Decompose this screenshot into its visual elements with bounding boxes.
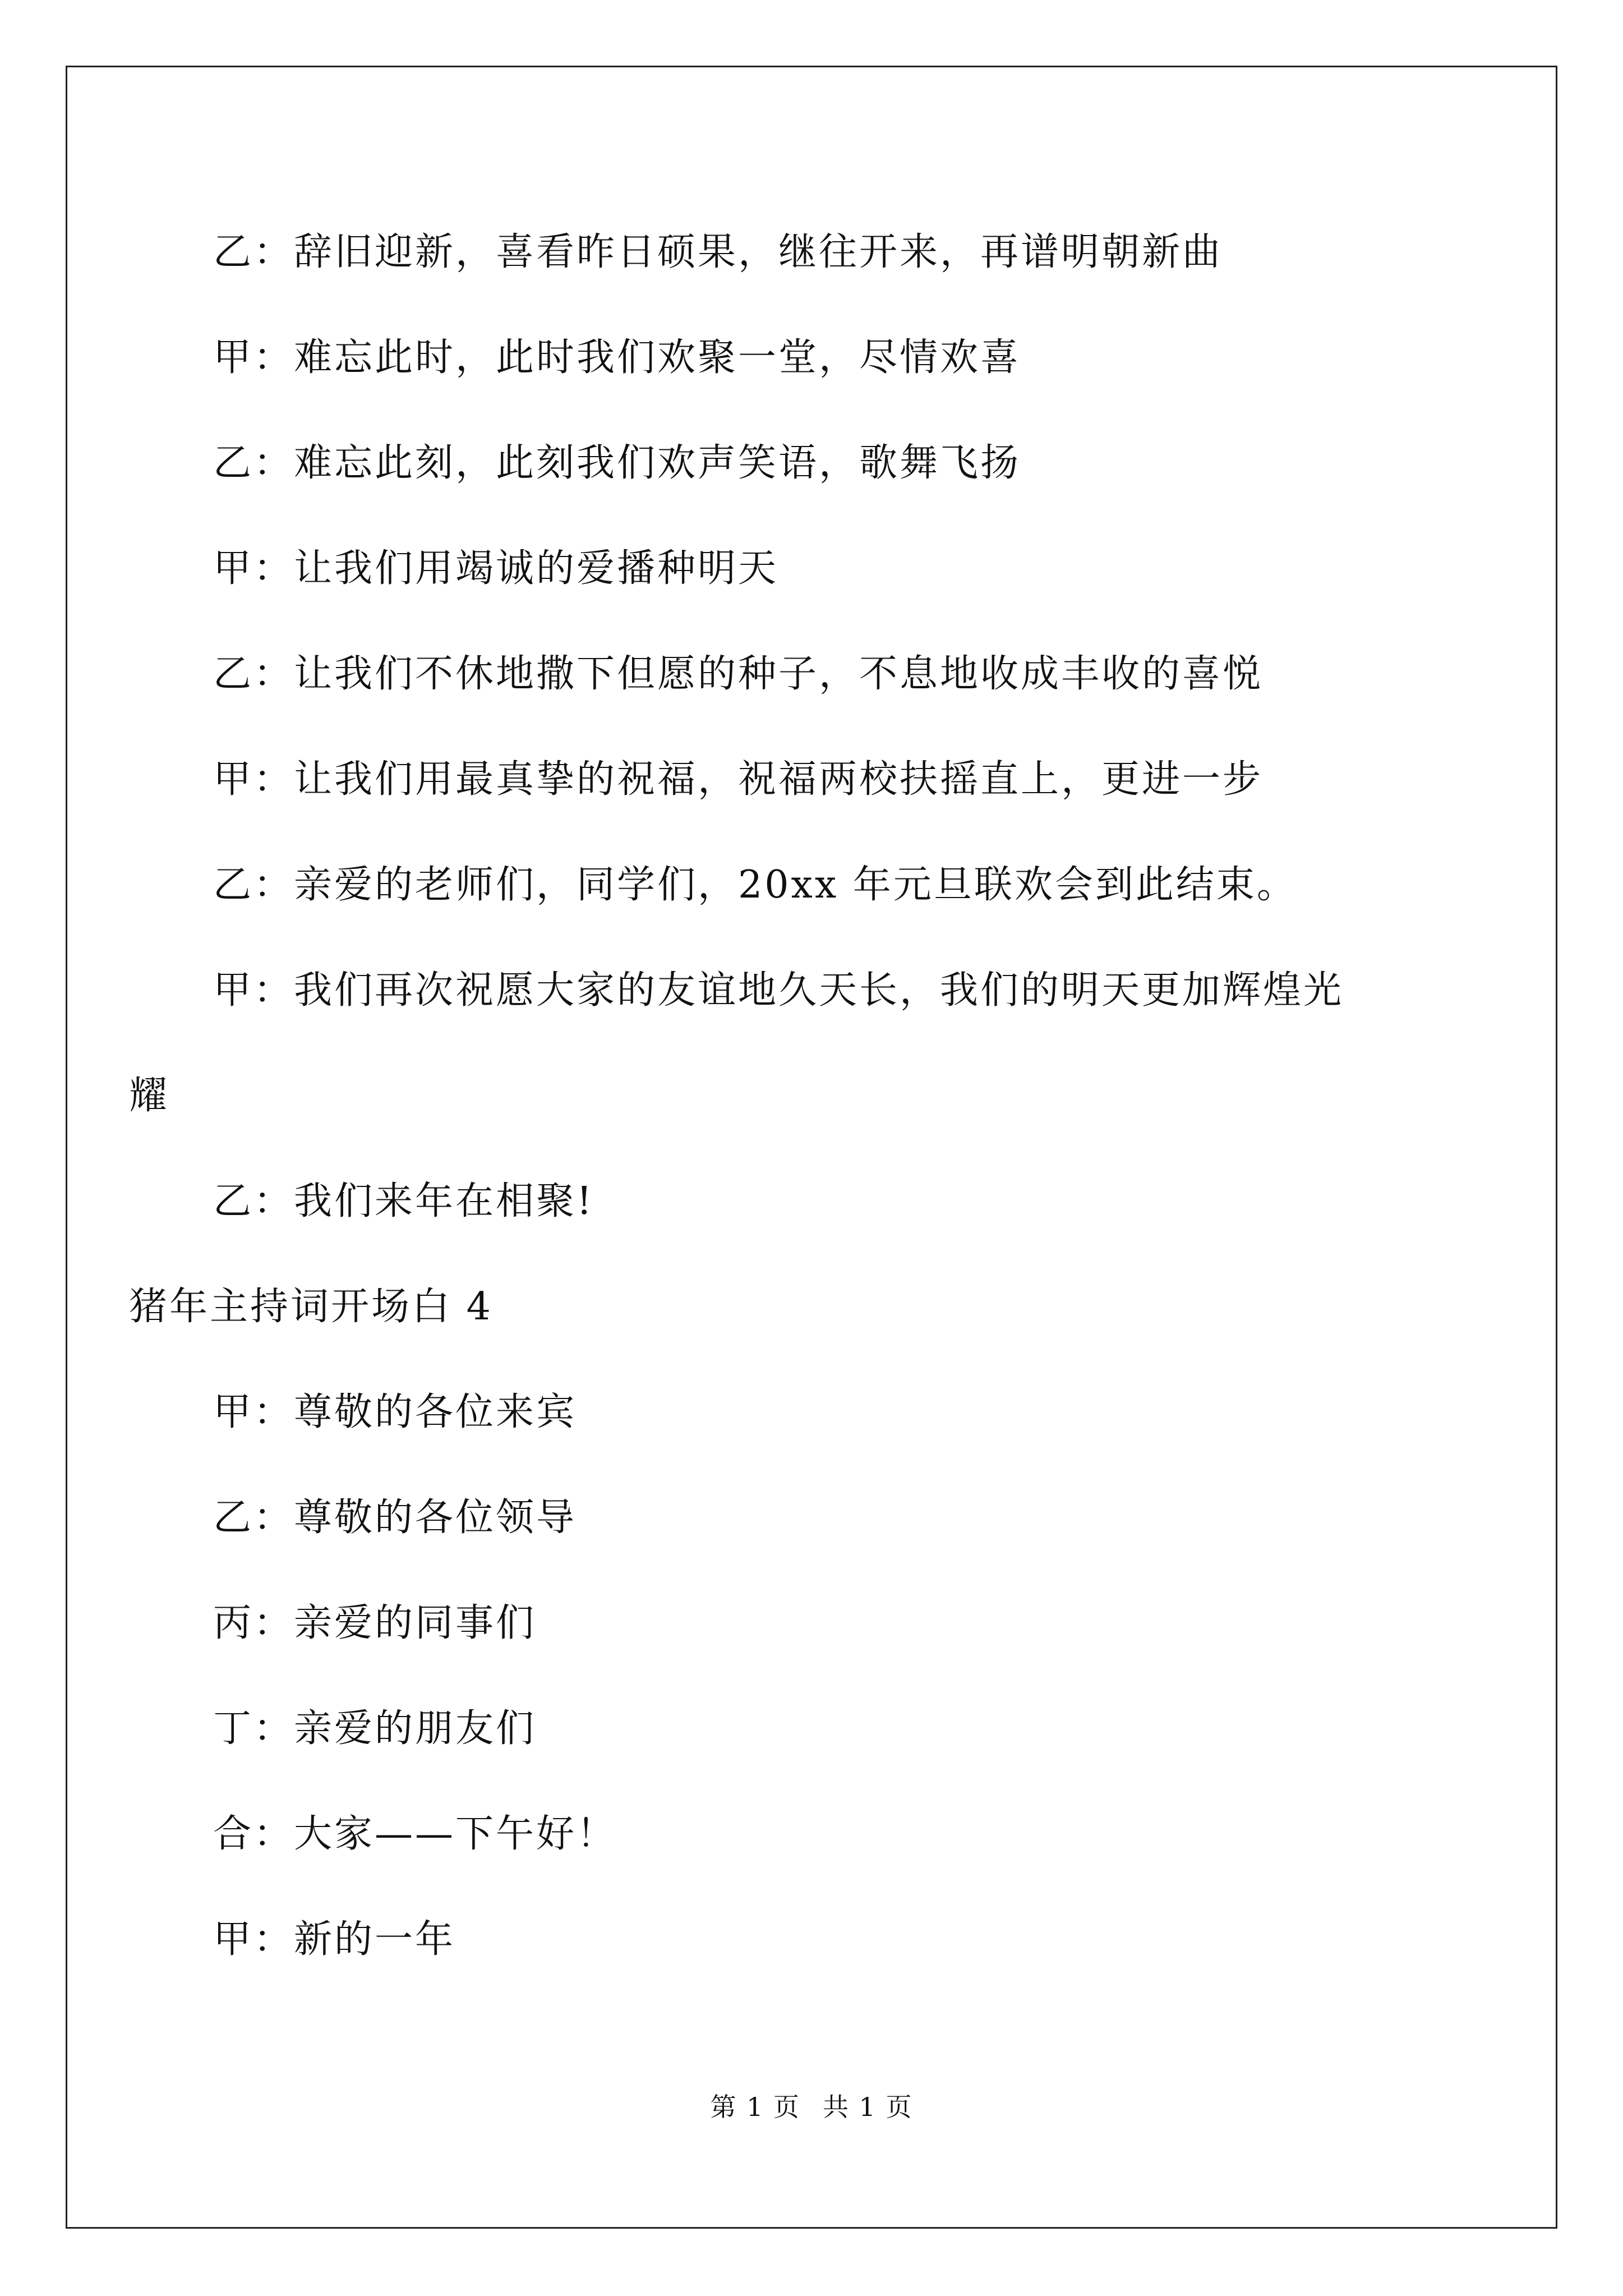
- paragraph: 乙：辞旧迎新，喜看昨日硕果，继往开来，再谱明朝新曲: [213, 230, 1223, 274]
- paragraph: 甲：难忘此时，此时我们欢聚一堂，尽情欢喜: [213, 335, 1021, 380]
- paragraph: 甲：尊敬的各位来宾: [213, 1390, 577, 1434]
- paragraph: 甲：我们再次祝愿大家的友谊地久天长，我们的明天更加辉煌光: [213, 968, 1344, 1013]
- page-footer: [0, 2091, 1623, 2123]
- paragraph: 甲：让我们用最真挚的祝福，祝福两校扶摇直上，更进一步: [213, 757, 1264, 802]
- paragraph: 乙：让我们不休地撒下但愿的种子，不息地收成丰收的喜悦: [213, 652, 1264, 696]
- section-heading: 猪年主持词开场白 4: [129, 1285, 493, 1329]
- page-number: 第 1 页: [710, 2092, 800, 2122]
- page-border: [66, 66, 1557, 2229]
- paragraph: 乙：亲爱的老师们，同学们，20xx 年元旦联欢会到此结束。: [213, 863, 1297, 907]
- paragraph: 乙：尊敬的各位领导: [213, 1496, 577, 1540]
- paragraph: 甲：让我们用竭诚的爱播种明天: [213, 546, 779, 591]
- paragraph: 丁：亲爱的朋友们: [213, 1706, 537, 1751]
- paragraph: 丙：亲爱的同事们: [213, 1601, 537, 1645]
- paragraph: 乙：难忘此刻，此刻我们欢声笑语，歌舞飞扬: [213, 441, 1021, 485]
- paragraph: 甲：新的一年: [213, 1917, 456, 1962]
- paragraph-continuation: 耀: [129, 1074, 170, 1118]
- paragraph: 乙：我们来年在相聚!: [213, 1179, 594, 1223]
- page-total: 共 1 页: [823, 2092, 913, 2122]
- paragraph: 合：大家——下午好！: [213, 1812, 617, 1856]
